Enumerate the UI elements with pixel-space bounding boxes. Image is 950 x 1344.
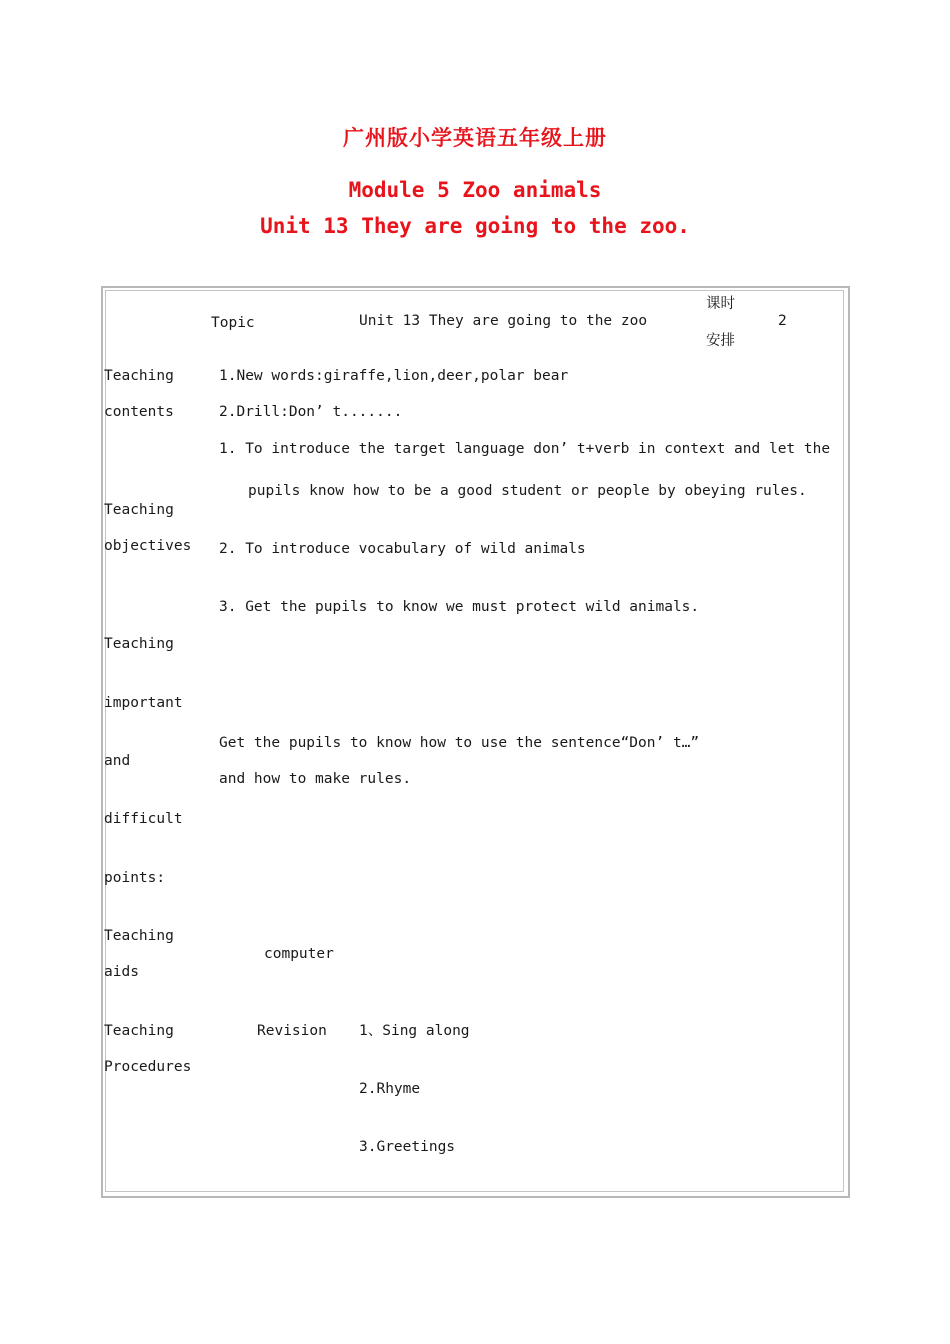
points-label-line3: and <box>104 753 131 769</box>
procedure-step: 1、Sing along <box>359 1023 470 1039</box>
contents-item: 2.Drill:Don’ t....... <box>219 404 403 420</box>
objective-item-continued: pupils know how to be a good student or people by obeying rules. <box>248 483 807 499</box>
period-label-line1: 课时 <box>706 296 735 312</box>
points-label-line2: important <box>104 695 183 711</box>
period-value: 2 <box>778 313 787 329</box>
topic-label: Topic <box>211 315 255 331</box>
procedure-stage: Revision <box>257 1023 327 1039</box>
topic-value: Unit 13 They are going to the zoo <box>359 313 648 329</box>
objective-item: 1. To introduce the target language don’ t+verb in context and let the <box>219 441 831 457</box>
unit-title: Unit 13 They are going to the zoo. <box>260 214 690 238</box>
contents-label-line2: contents <box>104 404 174 420</box>
procedure-step: 2.Rhyme <box>359 1081 421 1097</box>
aids-value: computer <box>264 946 334 962</box>
contents-item: 1.New words:giraffe,lion,deer,polar bear <box>219 368 569 384</box>
objective-item: 2. To introduce vocabulary of wild animals <box>219 541 586 557</box>
aids-label-line1: Teaching <box>104 928 174 944</box>
points-text: Get the pupils to know how to use the sentence“Don’ t…” <box>219 735 700 751</box>
procedure-step: 3.Greetings <box>359 1139 456 1155</box>
points-label-line5: points: <box>104 870 166 886</box>
contents-label-line1: Teaching <box>104 368 174 384</box>
document-title-chinese: 广州版小学英语五年级上册 <box>343 125 607 150</box>
points-label-line1: Teaching <box>104 636 174 652</box>
period-label-line2: 安排 <box>706 333 735 349</box>
aids-label-line2: aids <box>104 964 139 980</box>
procedures-label-line2: Procedures <box>104 1059 192 1075</box>
points-text: and how to make rules. <box>219 771 412 787</box>
objectives-label-line2: objectives <box>104 538 192 554</box>
points-label-line4: difficult <box>104 811 183 827</box>
objectives-label-line1: Teaching <box>104 502 174 518</box>
objective-item: 3. Get the pupils to know we must protect wild animals. <box>219 599 700 615</box>
procedures-label-line1: Teaching <box>104 1023 174 1039</box>
module-title: Module 5 Zoo animals <box>348 178 602 202</box>
